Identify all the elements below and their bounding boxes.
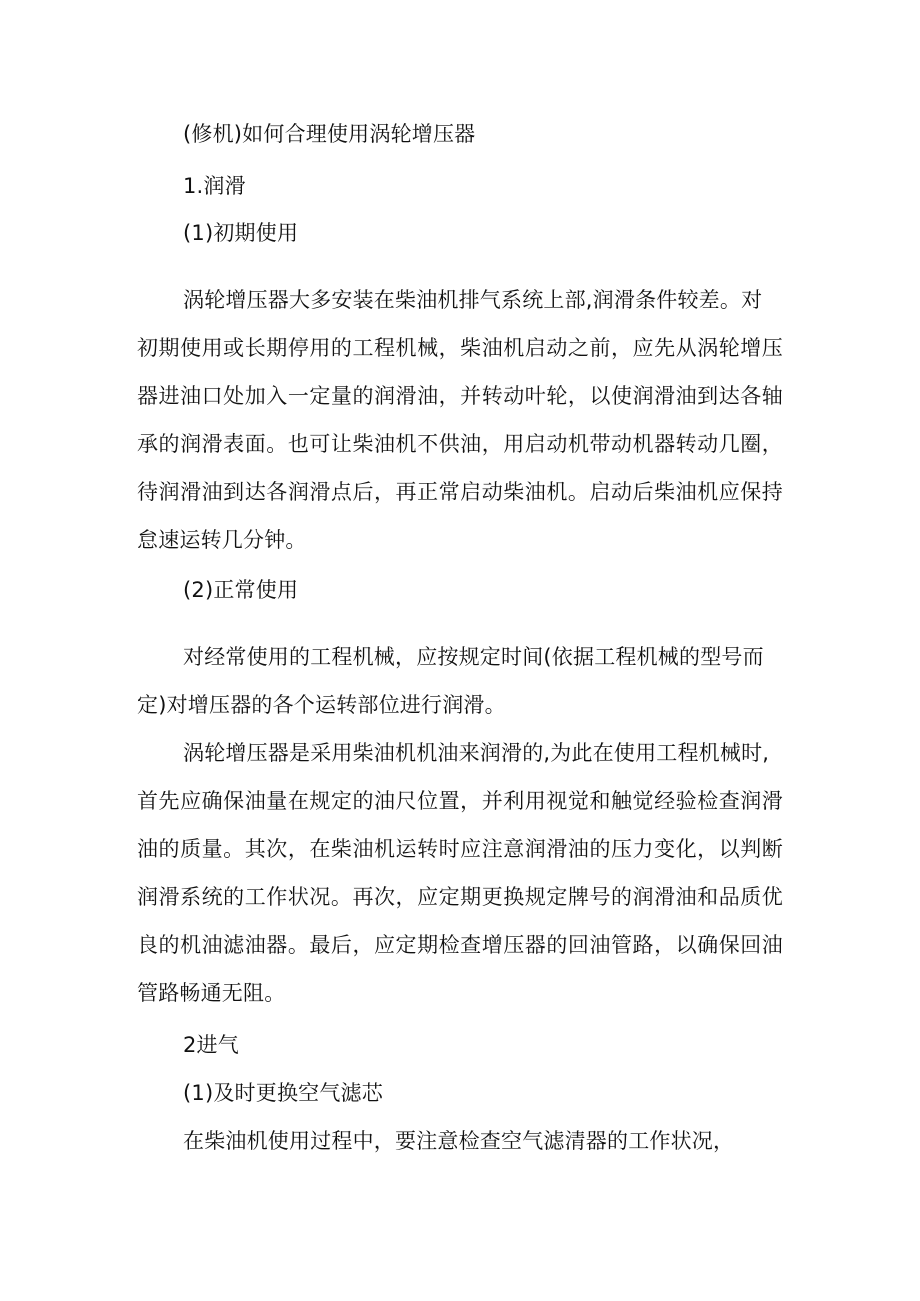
paragraph-line: 管路畅通无阻。: [137, 981, 286, 1005]
paragraph-line: 涡轮增压器是采用柴油机机油来润滑的,为此在使用工程机械时,: [183, 741, 770, 765]
paragraph-line: 初期使用或长期停用的工程机械，柴油机启动之前，应先从涡轮增压: [137, 336, 783, 360]
paragraph-line: 润滑系统的工作状况。再次，应定期更换规定牌号的润滑油和品质优: [137, 885, 783, 909]
paragraph-line: 定)对增压器的各个运转部位进行润滑。: [137, 693, 506, 717]
section-heading-air-intake: 2进气: [183, 1033, 239, 1057]
section-heading-lubrication: 1.润滑: [183, 174, 246, 198]
paragraph-line: 承的润滑表面。也可让柴油机不供油，用启动机带动机器转动几圈，: [137, 432, 783, 456]
paragraph-line: 首先应确保油量在规定的油尺位置，并利用视觉和触觉经验检查润滑: [137, 789, 783, 813]
document-title: (修机)如何合理使用涡轮增压器: [183, 122, 476, 146]
paragraph-line: 对经常使用的工程机械，应按规定时间(依据工程机械的型号而: [183, 645, 764, 669]
subsection-heading-normal-use: (2)正常使用: [183, 578, 299, 602]
subsection-heading-replace-air-filter: (1)及时更换空气滤芯: [183, 1081, 383, 1105]
paragraph-line: 器进油口处加入一定量的润滑油，并转动叶轮，以使润滑油到达各轴: [137, 384, 783, 408]
paragraph-line: 油的质量。其次，在柴油机运转时应注意润滑油的压力变化，以判断: [137, 837, 783, 861]
paragraph-line: 怠速运转几分钟。: [137, 528, 307, 552]
subsection-heading-initial-use: (1)初期使用: [183, 221, 299, 245]
paragraph-line: 在柴油机使用过程中，要注意检查空气滤清器的工作状况，: [183, 1129, 735, 1153]
paragraph-line: 良的机油滤油器。最后，应定期检查增压器的回油管路，以确保回油: [137, 933, 783, 957]
paragraph-line: 待润滑油到达各润滑点后，再正常启动柴油机。启动后柴油机应保持: [137, 480, 783, 504]
paragraph-line: 涡轮增压器大多安装在柴油机排气系统上部,润滑条件较差。对: [183, 288, 763, 312]
